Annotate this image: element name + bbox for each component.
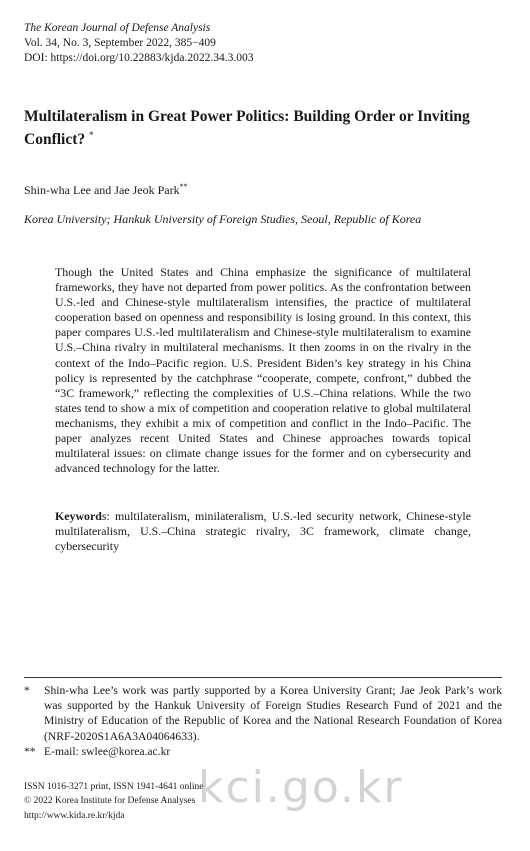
keywords-label-suffix: s: <box>101 509 115 523</box>
author-names: Shin-wha Lee and Jae Jeok Park <box>24 183 180 197</box>
paper-title-block <box>24 108 494 149</box>
journal-url[interactable]: http://www.kida.re.kr/kjda <box>24 811 125 821</box>
authors-block <box>24 179 188 198</box>
footnote-text[interactable]: E-mail: swlee@korea.ac.kr <box>44 745 171 758</box>
copyright: © 2022 Korea Institute for Defense Analyses <box>24 796 196 806</box>
footnote-mark: * <box>24 684 30 697</box>
footnote-text: Shin-wha Lee’s work was partly supported by a Korea University Grant; Jae Jeok Park’s work was supported by the Hankuk University of Foreign Studies Research Fund of 2021 and the Ministry of Education of the Republic of Korea and the National Research Foundation of Korea (NRF-2020S1A6A3A04064633). <box>44 684 502 743</box>
watermark: kci.go.kr <box>198 762 404 813</box>
issn: ISSN 1016-3271 print, ISSN 1941-4641 online <box>24 782 204 792</box>
paper-title: Multilateralism in Great Power Politics: Building Order or Inviting Conflict? <box>24 108 470 148</box>
abstract: Though the United States and China emphasize the significance of multilateral frameworks, they have not departed from power politics. As the confrontation between U.S.-led and Chinese-style multilateralism intensifies, the practice of multilateral cooperation based on openness and responsibility is losing ground. In this context, this paper compares U.S.-led multilateralism and Chinese-style multilateralism to examine U.S.–China rivalry in multilateral mechanisms. It then zooms in on the rivalry in the context of the Indo–Pacific region. U.S. President Biden’s key strategy in his China policy is represented by the catchphrase “cooperate, compete, confront,” dubbed the “3C framework,” reflecting the complexities of U.S.–China relations. While the two states tend to show a mix of competition and cooperation relative to global multilateral mechanisms, they exhibit a mix of competition and conflict in the Indo–Pacific. The paper analyzes recent United States and Chinese approaches towards topical multilateral issues: on climate change issues for the former and on cybersecurity and advanced technology for the latter. <box>55 265 471 476</box>
title-footnote-mark: * <box>89 130 94 140</box>
volume-info: Vol. 34, No. 3, September 2022, 385−409 <box>24 37 216 49</box>
author-footnote-mark: ** <box>179 182 188 191</box>
doi[interactable]: DOI: https://doi.org/10.22883/kjda.2022.34.3.003 <box>24 52 254 64</box>
footnote-email <box>24 744 502 760</box>
footnote-mark: ** <box>24 745 36 758</box>
footnote-funding <box>24 683 502 745</box>
keywords-label: Keyword <box>55 509 102 523</box>
journal-name: The Korean Journal of Defense Analysis <box>24 22 211 34</box>
affiliation: Korea University; Hankuk University of Foreign Studies, Seoul, Republic of Korea <box>24 212 422 226</box>
keywords-block <box>55 509 471 554</box>
keywords-text: multilateralism, minilateralism, U.S.-led security network, Chinese-style multilateralism, U.S.–China strategic rivalry, 3C framework, climate change, cybersecurity <box>55 509 471 554</box>
footnote-divider <box>24 677 502 678</box>
